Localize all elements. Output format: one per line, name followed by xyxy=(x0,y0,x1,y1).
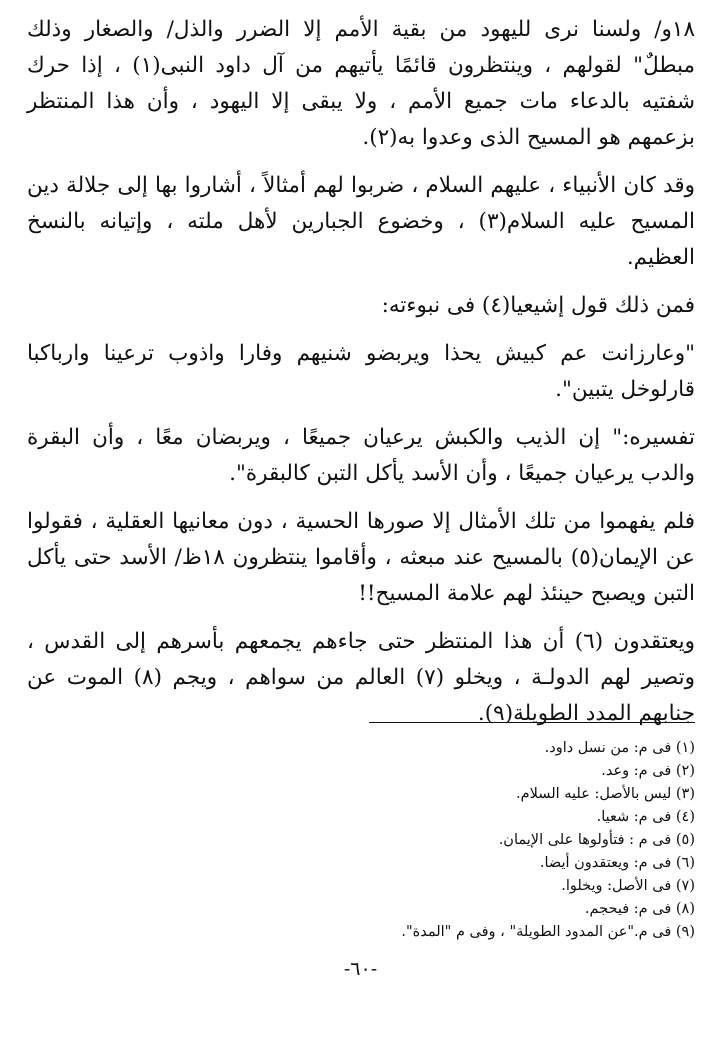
footnote-1: (١) فى م: من نسل داود. xyxy=(544,740,695,756)
footnote-6: (٦) فى م: ويعتقدون أيضا. xyxy=(539,855,695,871)
footnote-4: (٤) فى م: شعيا. xyxy=(596,809,695,825)
paragraph-4-quotation: "وعارزانت عم كبيش يحذا ويربضو شنيهم وفارا واذوب ترعينا وارباكبا قارلوخل يتبين". xyxy=(27,341,695,402)
footnote-8: (٨) فى م: فيحجم. xyxy=(584,901,695,917)
page-number: -٦٠- xyxy=(343,958,378,980)
footnote-9: (٩) فى م."عن المدود الطويلة" ، وفى م "المدة". xyxy=(401,924,695,940)
paragraph-5-interpretation: تفسيره:" إن الذيب والكبش يرعيان جميعًا ، ويربضان معًا ، وأن البقرة والدب يرعيان جميعًا ، وأن الأسد يأكل التبن كالبقرة". xyxy=(27,425,695,486)
footnote-7: (٧) فى الأصل: ويخلوا. xyxy=(561,878,695,894)
paragraph-3: فمن ذلك قول إشيعيا(٤) فى نبوءته: xyxy=(381,293,695,318)
footnote-5: (٥) فى م : فتأولوها على الإيمان. xyxy=(498,832,695,848)
footnote-3: (٣) ليس بالأصل: عليه السلام. xyxy=(516,786,695,802)
paragraph-1: ١٨و/ ولسنا نرى لليهود من بقية الأمم إلا الضرر والذل/ والصغار وذلك مبطلٌ" لقولهم ، وينتظرون قائمًا يأتيهم من آل داود النبى(١) ، إذا حرك شفتيه بالدعاء مات جميع الأمم ، ولا يبقى إلا اليهود ، وأن هذا المنتظر بزعمهم هو المسيح الذى وعدوا به(٢). xyxy=(27,17,695,150)
main-text xyxy=(27,12,695,744)
paragraph-2: وقد كان الأنبياء ، عليهم السلام ، ضربوا لهم أمثالاً ، أشاروا بها إلى جلالة دين المسيح عليه السلام(٣) ، وخضوع الجبارين لأهل ملته ، وإتيانه بالنسخ العظيم. xyxy=(27,173,695,270)
paragraph-7: ويعتقدون (٦) أن هذا المنتظر حتى جاءهم يجمعهم بأسرهم إلى القدس ، وتصير لهم الدولـة ، ويخلو (٧) العالم من سواهم ، ويجم (٨) الموت عن جنابهم المدد الطويلة(٩). xyxy=(27,629,695,726)
footnotes xyxy=(27,737,695,944)
paragraph-6: فلم يفهموا من تلك الأمثال إلا صورها الحسية ، دون معانيها العقلية ، فقولوا عن الإيمان(٥) بالمسيح عند مبعثه ، وأقاموا ينتظرون ١٨ظ/ الأسد حتى يأكل التبن ويصبح حينئذ لهم علامة المسيح!! xyxy=(27,509,696,606)
footnote-2: (٢) فى م: وعد. xyxy=(601,763,695,779)
footnote-divider xyxy=(369,722,695,723)
